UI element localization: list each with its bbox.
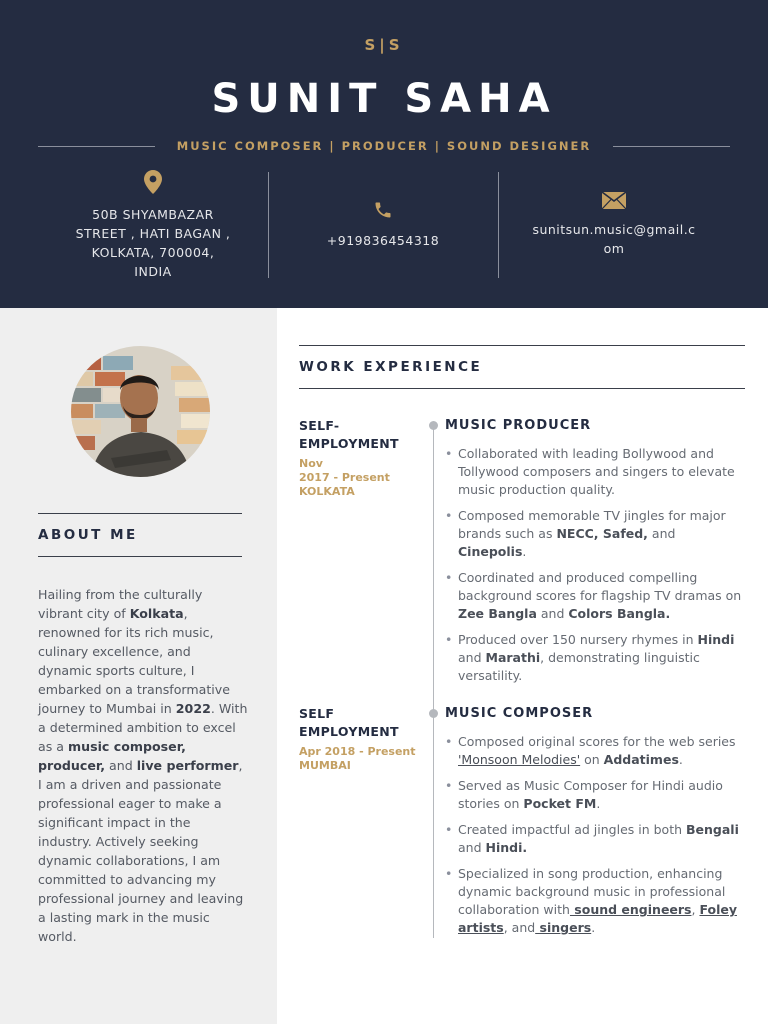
bullet-text: and (536, 606, 569, 621)
job-bullets (445, 733, 745, 945)
list-item (445, 865, 745, 937)
timeline-dot (429, 709, 438, 718)
foley-artists-link[interactable]: Foley artists (458, 902, 737, 935)
bullet-bold: Colors Bangla. (568, 606, 671, 621)
timeline-line (433, 426, 434, 938)
email-block (498, 172, 730, 278)
list-item (445, 569, 745, 623)
resume-header (0, 0, 768, 308)
bullet-text: Composed memorable TV jingles for major brands such as (458, 508, 726, 541)
bullet-text: . (591, 920, 596, 935)
avatar (71, 346, 210, 477)
bullet-text: and (458, 840, 486, 855)
bullet-text: and (647, 526, 676, 541)
bullet-text: , (691, 902, 700, 917)
about-me-text (38, 585, 248, 946)
bullet-text: , demonstrating linguistic versatility. (458, 650, 700, 683)
job-employer: EMPLOYMENT (299, 436, 399, 451)
bullet-bold: Addatimes (603, 752, 679, 767)
bullet-text: Composed original scores for the web series (458, 734, 736, 749)
about-text-bold: Kolkata (129, 606, 184, 621)
bullet-bold: Cinepolis (458, 544, 523, 559)
list-item (445, 507, 745, 561)
bullet-text: and (458, 650, 486, 665)
bullet-bold: Zee Bangla (458, 606, 537, 621)
phone-number[interactable]: +919836454318 (326, 233, 440, 248)
about-text-segment: Hailing from the culturally vibrant city of (38, 587, 203, 621)
job-location: KOLKATA (299, 485, 355, 498)
bullet-text: Coordinated and produced compelling background scores for flagship TV dramas on (458, 570, 742, 603)
bullet-text: Collaborated with leading Bollywood and Tollywood composers and singers to elevate music production quality. (458, 446, 735, 497)
address-line: INDIA (134, 263, 172, 279)
list-item (445, 445, 745, 499)
work-experience-title: WORK EXPERIENCE (299, 359, 483, 375)
timeline-dot (429, 421, 438, 430)
monogram: S|S (364, 36, 404, 54)
bullet-bold: Marathi (485, 650, 541, 665)
tagline-divider-right (613, 146, 730, 147)
phone-icon (373, 200, 393, 225)
about-text-bold: 2022 (175, 701, 211, 716)
about-text-bold: music composer, producer, (38, 739, 186, 773)
about-text-bold: live performer (136, 758, 239, 773)
phone-block (268, 172, 498, 278)
job-date: 2017 - Present (299, 471, 390, 484)
bullet-bold: NECC, Safed, (556, 526, 648, 541)
job-title: MUSIC COMPOSER (445, 706, 594, 721)
email-line[interactable]: sunitsun.music@gmail.c (532, 222, 696, 237)
tagline: MUSIC COMPOSER | PRODUCER | SOUND DESIGNER (176, 139, 592, 153)
job-location: MUMBAI (299, 759, 351, 772)
sound-engineers-link[interactable]: sound engineers (569, 902, 692, 917)
bullet-text: , and (503, 920, 536, 935)
about-text-segment: , I am a driven and passionate professional eager to make a significant impact in the industry. Actively seeking dynamic collaborations, I am committed to advancing my professional journey and leaving a lasting mark in the music world. (38, 758, 244, 944)
bullet-text: Produced over 150 nursery rhymes in (458, 632, 698, 647)
bullet-text: on (580, 752, 604, 767)
list-item (445, 777, 745, 813)
address-line: STREET , HATI BAGAN , (75, 225, 231, 241)
web-series-link[interactable]: 'Monsoon Melodies' (458, 752, 581, 767)
job-employer: EMPLOYMENT (299, 724, 399, 739)
bullet-text: Specialized in song production, enhancing dynamic background music in professional collaboration with (458, 866, 726, 917)
email-line[interactable]: om (603, 241, 625, 256)
about-text-segment: . With a determined ambition to excel as a (38, 701, 248, 754)
about-me-heading (38, 513, 242, 557)
bullet-bold: Bengali (686, 822, 739, 837)
job-title: MUSIC PRODUCER (445, 418, 592, 433)
tagline-row (38, 138, 730, 154)
job-employer: SELF (299, 706, 335, 721)
job-date: Apr 2018 - Present (299, 745, 416, 758)
about-text-segment: , renowned for its rich music, culinary excellence, and dynamic sports culture, I embarked on a transformative journey to Mumbai in (38, 606, 230, 716)
job-meta (299, 417, 419, 499)
envelope-icon (602, 192, 626, 214)
tagline-divider-left (38, 146, 155, 147)
location-pin-icon (144, 170, 162, 199)
singers-link[interactable]: singers (535, 920, 592, 935)
list-item (445, 821, 745, 857)
bullet-text: . (522, 544, 527, 559)
address-line: KOLKATA, 700004, (91, 244, 215, 260)
bullet-text: Served as Music Composer for Hindi audio stories on (458, 778, 723, 811)
about-text-segment: and (105, 758, 137, 773)
address-line: 50B SHYAMBAZAR (92, 206, 214, 222)
job-employer: SELF- (299, 418, 340, 433)
job-meta (299, 705, 419, 773)
address-block (38, 172, 268, 278)
job-date: Nov (299, 457, 323, 470)
bullet-bold: Pocket FM (523, 796, 597, 811)
work-experience-heading (299, 345, 745, 389)
bullet-text: . (596, 796, 601, 811)
bullet-text: . (678, 752, 683, 767)
bullet-bold: Hindi. (485, 840, 528, 855)
job-bullets (445, 445, 745, 693)
bullet-text: Created impactful ad jingles in both (458, 822, 686, 837)
bullet-bold: Hindi (697, 632, 735, 647)
candidate-name: SUNIT SAHA (211, 76, 557, 122)
list-item (445, 733, 745, 769)
about-me-title: ABOUT ME (38, 527, 138, 543)
list-item (445, 631, 745, 685)
